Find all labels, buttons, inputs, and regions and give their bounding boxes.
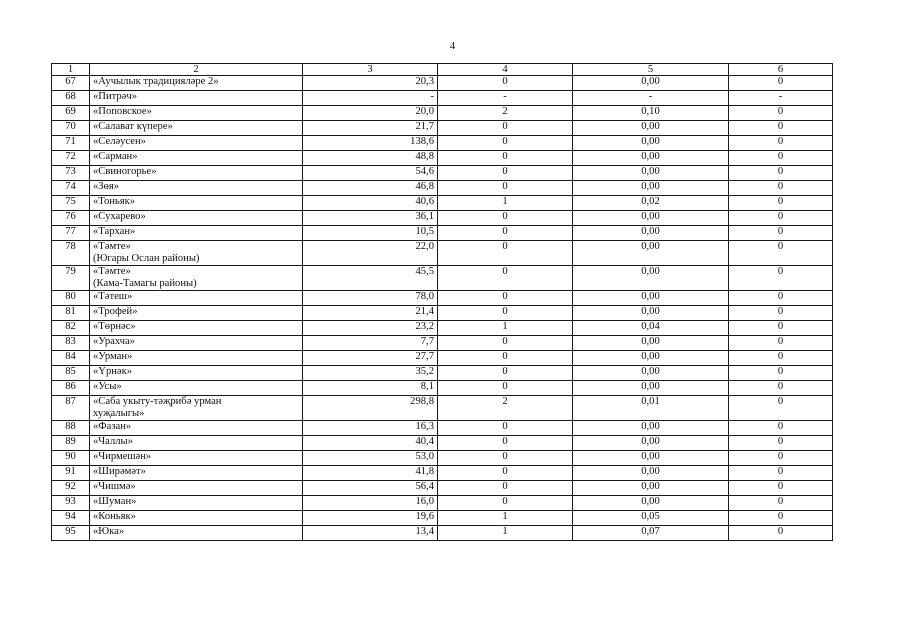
column-3-cell: 48,8 — [303, 151, 438, 166]
column-5-cell: 0,00 — [573, 421, 729, 436]
row-number-cell: 83 — [52, 336, 90, 351]
row-number-cell: 70 — [52, 121, 90, 136]
column-4-cell: 0 — [438, 181, 573, 196]
column-3-cell: 16,3 — [303, 421, 438, 436]
column-3-cell: 36,1 — [303, 211, 438, 226]
column-6-cell: 0 — [729, 181, 833, 196]
column-4-cell: 1 — [438, 511, 573, 526]
column-5-cell: 0,01 — [573, 396, 729, 421]
column-header: 5 — [573, 64, 729, 76]
table-row — [52, 211, 833, 226]
name-line: «Аучылык традицияләре 2» — [93, 76, 219, 87]
name-line: хуҗалыгы» — [93, 408, 145, 419]
column-4-cell: 0 — [438, 496, 573, 511]
name-line: «Чирмешән» — [93, 451, 152, 462]
name-cell — [90, 366, 303, 381]
column-4-cell: 0 — [438, 76, 573, 91]
column-5-cell: 0,00 — [573, 306, 729, 321]
name-line: «Тоньяк» — [93, 196, 136, 207]
column-5-cell: 0,00 — [573, 291, 729, 306]
name-cell — [90, 466, 303, 481]
name-cell — [90, 106, 303, 121]
name-line: «Поповское» — [93, 106, 152, 117]
name-line: «Урман» — [93, 351, 133, 362]
column-3-cell: 7,7 — [303, 336, 438, 351]
table-row — [52, 381, 833, 396]
column-header: 2 — [90, 64, 303, 76]
name-cell — [90, 321, 303, 336]
name-line: «Трофей» — [93, 306, 138, 317]
column-6-cell: 0 — [729, 366, 833, 381]
name-line: «Сухарево» — [93, 211, 146, 222]
table-row — [52, 511, 833, 526]
name-line: «Салават күпере» — [93, 121, 173, 132]
column-6-cell: 0 — [729, 336, 833, 351]
column-6-cell: 0 — [729, 226, 833, 241]
column-3-cell: 27,7 — [303, 351, 438, 366]
row-number-cell: 94 — [52, 511, 90, 526]
column-6-cell: 0 — [729, 351, 833, 366]
table-row — [52, 321, 833, 336]
table-row — [52, 76, 833, 91]
column-4-cell: 0 — [438, 241, 573, 266]
column-4-cell: 0 — [438, 151, 573, 166]
table-row — [52, 226, 833, 241]
column-5-cell: 0,00 — [573, 381, 729, 396]
row-number-cell: 79 — [52, 266, 90, 291]
row-number-cell: 87 — [52, 396, 90, 421]
row-number-cell: 86 — [52, 381, 90, 396]
table-row — [52, 106, 833, 121]
column-4-cell: 0 — [438, 466, 573, 481]
table-row — [52, 496, 833, 511]
column-5-cell: 0,00 — [573, 121, 729, 136]
column-5-cell: 0,00 — [573, 136, 729, 151]
column-3-cell: 54,6 — [303, 166, 438, 181]
name-line: «Зөя» — [93, 181, 120, 192]
row-number-cell: 78 — [52, 241, 90, 266]
column-3-cell: 21,4 — [303, 306, 438, 321]
name-line: (Югары Ослан районы) — [93, 253, 200, 264]
name-line: «Тәмте» — [93, 266, 131, 277]
column-4-cell: 1 — [438, 196, 573, 211]
name-cell — [90, 396, 303, 421]
name-line: «Сарман» — [93, 151, 138, 162]
column-4-cell: 0 — [438, 436, 573, 451]
name-cell — [90, 336, 303, 351]
column-5-cell: 0,00 — [573, 466, 729, 481]
column-4-cell: 0 — [438, 121, 573, 136]
column-6-cell: 0 — [729, 306, 833, 321]
row-number-cell: 74 — [52, 181, 90, 196]
column-6-cell: 0 — [729, 321, 833, 336]
name-cell — [90, 241, 303, 266]
column-5-cell: 0,07 — [573, 526, 729, 541]
row-number-cell: 67 — [52, 76, 90, 91]
table-row — [52, 166, 833, 181]
column-5-cell: 0,10 — [573, 106, 729, 121]
column-3-cell: 41,8 — [303, 466, 438, 481]
name-line: «Тәтеш» — [93, 291, 133, 302]
column-4-cell: 0 — [438, 451, 573, 466]
column-6-cell: 0 — [729, 466, 833, 481]
column-5-cell: 0,04 — [573, 321, 729, 336]
table-row — [52, 136, 833, 151]
column-4-cell: 2 — [438, 106, 573, 121]
page-number: 4 — [449, 40, 456, 52]
name-line: «Свиногорье» — [93, 166, 157, 177]
name-cell — [90, 381, 303, 396]
name-cell — [90, 421, 303, 436]
column-5-cell: 0,00 — [573, 336, 729, 351]
column-4-cell: 0 — [438, 306, 573, 321]
name-cell — [90, 91, 303, 106]
table-row — [52, 481, 833, 496]
column-6-cell: 0 — [729, 241, 833, 266]
row-number-cell: 91 — [52, 466, 90, 481]
name-cell — [90, 76, 303, 91]
table-row — [52, 266, 833, 291]
column-4-cell: 1 — [438, 526, 573, 541]
column-3-cell: - — [303, 91, 438, 106]
column-6-cell: 0 — [729, 166, 833, 181]
row-number-cell: 90 — [52, 451, 90, 466]
row-number-cell: 72 — [52, 151, 90, 166]
name-line: «Төрнәс» — [93, 321, 136, 332]
column-5-cell: 0,00 — [573, 436, 729, 451]
column-header: 4 — [438, 64, 573, 76]
name-cell — [90, 226, 303, 241]
table-row — [52, 351, 833, 366]
name-cell — [90, 196, 303, 211]
name-line: «Юка» — [93, 526, 125, 537]
name-cell — [90, 306, 303, 321]
name-cell — [90, 151, 303, 166]
column-3-cell: 20,0 — [303, 106, 438, 121]
column-6-cell: 0 — [729, 121, 833, 136]
column-4-cell: 0 — [438, 291, 573, 306]
row-number-cell: 84 — [52, 351, 90, 366]
table-row — [52, 306, 833, 321]
column-6-cell: 0 — [729, 151, 833, 166]
column-4-cell: 0 — [438, 481, 573, 496]
column-5-cell: 0,05 — [573, 511, 729, 526]
column-4-cell: 0 — [438, 136, 573, 151]
table-row — [52, 451, 833, 466]
name-cell — [90, 496, 303, 511]
column-4-cell: 0 — [438, 266, 573, 291]
name-line: «Саба укыту-тәҗрибә урман — [93, 396, 222, 407]
column-3-cell: 20,3 — [303, 76, 438, 91]
name-line: «Үрнәк» — [93, 366, 133, 377]
table-row — [52, 91, 833, 106]
column-6-cell: 0 — [729, 291, 833, 306]
name-cell — [90, 481, 303, 496]
column-header: 6 — [729, 64, 833, 76]
data-table — [51, 63, 833, 541]
column-4-cell: 0 — [438, 226, 573, 241]
table-row — [52, 121, 833, 136]
table-row — [52, 291, 833, 306]
column-5-cell: 0,00 — [573, 166, 729, 181]
column-6-cell: 0 — [729, 76, 833, 91]
row-number-cell: 71 — [52, 136, 90, 151]
column-3-cell: 35,2 — [303, 366, 438, 381]
name-line: «Шуман» — [93, 496, 137, 507]
column-3-cell: 45,5 — [303, 266, 438, 291]
name-line: (Кама-Тамагы районы) — [93, 278, 197, 289]
header-row — [52, 64, 833, 76]
name-cell — [90, 436, 303, 451]
table-row — [52, 526, 833, 541]
row-number-cell: 68 — [52, 91, 90, 106]
column-6-cell: 0 — [729, 211, 833, 226]
column-6-cell: 0 — [729, 266, 833, 291]
row-number-cell: 95 — [52, 526, 90, 541]
table-row — [52, 336, 833, 351]
name-line: «Ширәмәт» — [93, 466, 146, 477]
column-6-cell: 0 — [729, 136, 833, 151]
column-5-cell: 0,02 — [573, 196, 729, 211]
column-6-cell: 0 — [729, 196, 833, 211]
column-4-cell: 0 — [438, 166, 573, 181]
row-number-cell: 69 — [52, 106, 90, 121]
column-3-cell: 46,8 — [303, 181, 438, 196]
column-5-cell: 0,00 — [573, 151, 729, 166]
name-cell — [90, 181, 303, 196]
column-6-cell: 0 — [729, 436, 833, 451]
column-5-cell: 0,00 — [573, 181, 729, 196]
column-4-cell: 0 — [438, 211, 573, 226]
column-5-cell: 0,00 — [573, 366, 729, 381]
table-row — [52, 436, 833, 451]
column-3-cell: 22,0 — [303, 241, 438, 266]
column-5-cell: 0,00 — [573, 496, 729, 511]
row-number-cell: 89 — [52, 436, 90, 451]
column-header: 1 — [52, 64, 90, 76]
column-6-cell: 0 — [729, 511, 833, 526]
row-number-cell: 76 — [52, 211, 90, 226]
column-5-cell: 0,00 — [573, 451, 729, 466]
name-line: «Коньяк» — [93, 511, 136, 522]
row-number-cell: 75 — [52, 196, 90, 211]
column-6-cell: 0 — [729, 451, 833, 466]
table-row — [52, 366, 833, 381]
table-row — [52, 241, 833, 266]
column-5-cell: 0,00 — [573, 211, 729, 226]
column-3-cell: 10,5 — [303, 226, 438, 241]
column-4-cell: 1 — [438, 321, 573, 336]
column-6-cell: 0 — [729, 496, 833, 511]
column-5-cell: 0,00 — [573, 481, 729, 496]
row-number-cell: 80 — [52, 291, 90, 306]
name-line: «Урахча» — [93, 336, 135, 347]
table-row — [52, 466, 833, 481]
column-4-cell: 0 — [438, 336, 573, 351]
name-line: «Фазан» — [93, 421, 132, 432]
name-cell — [90, 351, 303, 366]
column-3-cell: 138,6 — [303, 136, 438, 151]
name-line: «Тархан» — [93, 226, 136, 237]
column-3-cell: 16,0 — [303, 496, 438, 511]
row-number-cell: 92 — [52, 481, 90, 496]
column-3-cell: 298,8 — [303, 396, 438, 421]
name-line: «Усы» — [93, 381, 122, 392]
column-5-cell: - — [573, 91, 729, 106]
column-5-cell: 0,00 — [573, 76, 729, 91]
row-number-cell: 88 — [52, 421, 90, 436]
name-cell — [90, 266, 303, 291]
name-line: «Чаллы» — [93, 436, 133, 447]
table-row — [52, 396, 833, 421]
name-cell — [90, 136, 303, 151]
name-line: «Питрәч» — [93, 91, 137, 102]
table-row — [52, 421, 833, 436]
row-number-cell: 93 — [52, 496, 90, 511]
column-4-cell: 0 — [438, 421, 573, 436]
column-5-cell: 0,00 — [573, 266, 729, 291]
name-cell — [90, 121, 303, 136]
column-5-cell: 0,00 — [573, 226, 729, 241]
column-6-cell: 0 — [729, 106, 833, 121]
column-3-cell: 40,6 — [303, 196, 438, 211]
column-6-cell: 0 — [729, 396, 833, 421]
row-number-cell: 82 — [52, 321, 90, 336]
name-cell — [90, 511, 303, 526]
column-6-cell: 0 — [729, 481, 833, 496]
row-number-cell: 81 — [52, 306, 90, 321]
column-3-cell: 78,0 — [303, 291, 438, 306]
name-cell — [90, 291, 303, 306]
column-6-cell: 0 — [729, 526, 833, 541]
row-number-cell: 77 — [52, 226, 90, 241]
column-4-cell: 2 — [438, 396, 573, 421]
column-5-cell: 0,00 — [573, 351, 729, 366]
column-3-cell: 13,4 — [303, 526, 438, 541]
column-3-cell: 19,6 — [303, 511, 438, 526]
name-line: «Селәусен» — [93, 136, 146, 147]
table-row — [52, 181, 833, 196]
name-cell — [90, 166, 303, 181]
table-row — [52, 196, 833, 211]
row-number-cell: 85 — [52, 366, 90, 381]
column-4-cell: - — [438, 91, 573, 106]
row-number-cell: 73 — [52, 166, 90, 181]
column-6-cell: - — [729, 91, 833, 106]
name-cell — [90, 526, 303, 541]
column-6-cell: 0 — [729, 381, 833, 396]
column-3-cell: 40,4 — [303, 436, 438, 451]
column-6-cell: 0 — [729, 421, 833, 436]
column-3-cell: 53,0 — [303, 451, 438, 466]
column-4-cell: 0 — [438, 381, 573, 396]
column-3-cell: 21,7 — [303, 121, 438, 136]
name-line: «Тәмте» — [93, 241, 131, 252]
column-5-cell: 0,00 — [573, 241, 729, 266]
column-4-cell: 0 — [438, 366, 573, 381]
column-4-cell: 0 — [438, 351, 573, 366]
name-cell — [90, 211, 303, 226]
table-body — [52, 64, 833, 541]
column-3-cell: 23,2 — [303, 321, 438, 336]
name-line: «Чишмә» — [93, 481, 136, 492]
name-cell — [90, 451, 303, 466]
column-3-cell: 8,1 — [303, 381, 438, 396]
column-header: 3 — [303, 64, 438, 76]
table-row — [52, 151, 833, 166]
column-3-cell: 56,4 — [303, 481, 438, 496]
